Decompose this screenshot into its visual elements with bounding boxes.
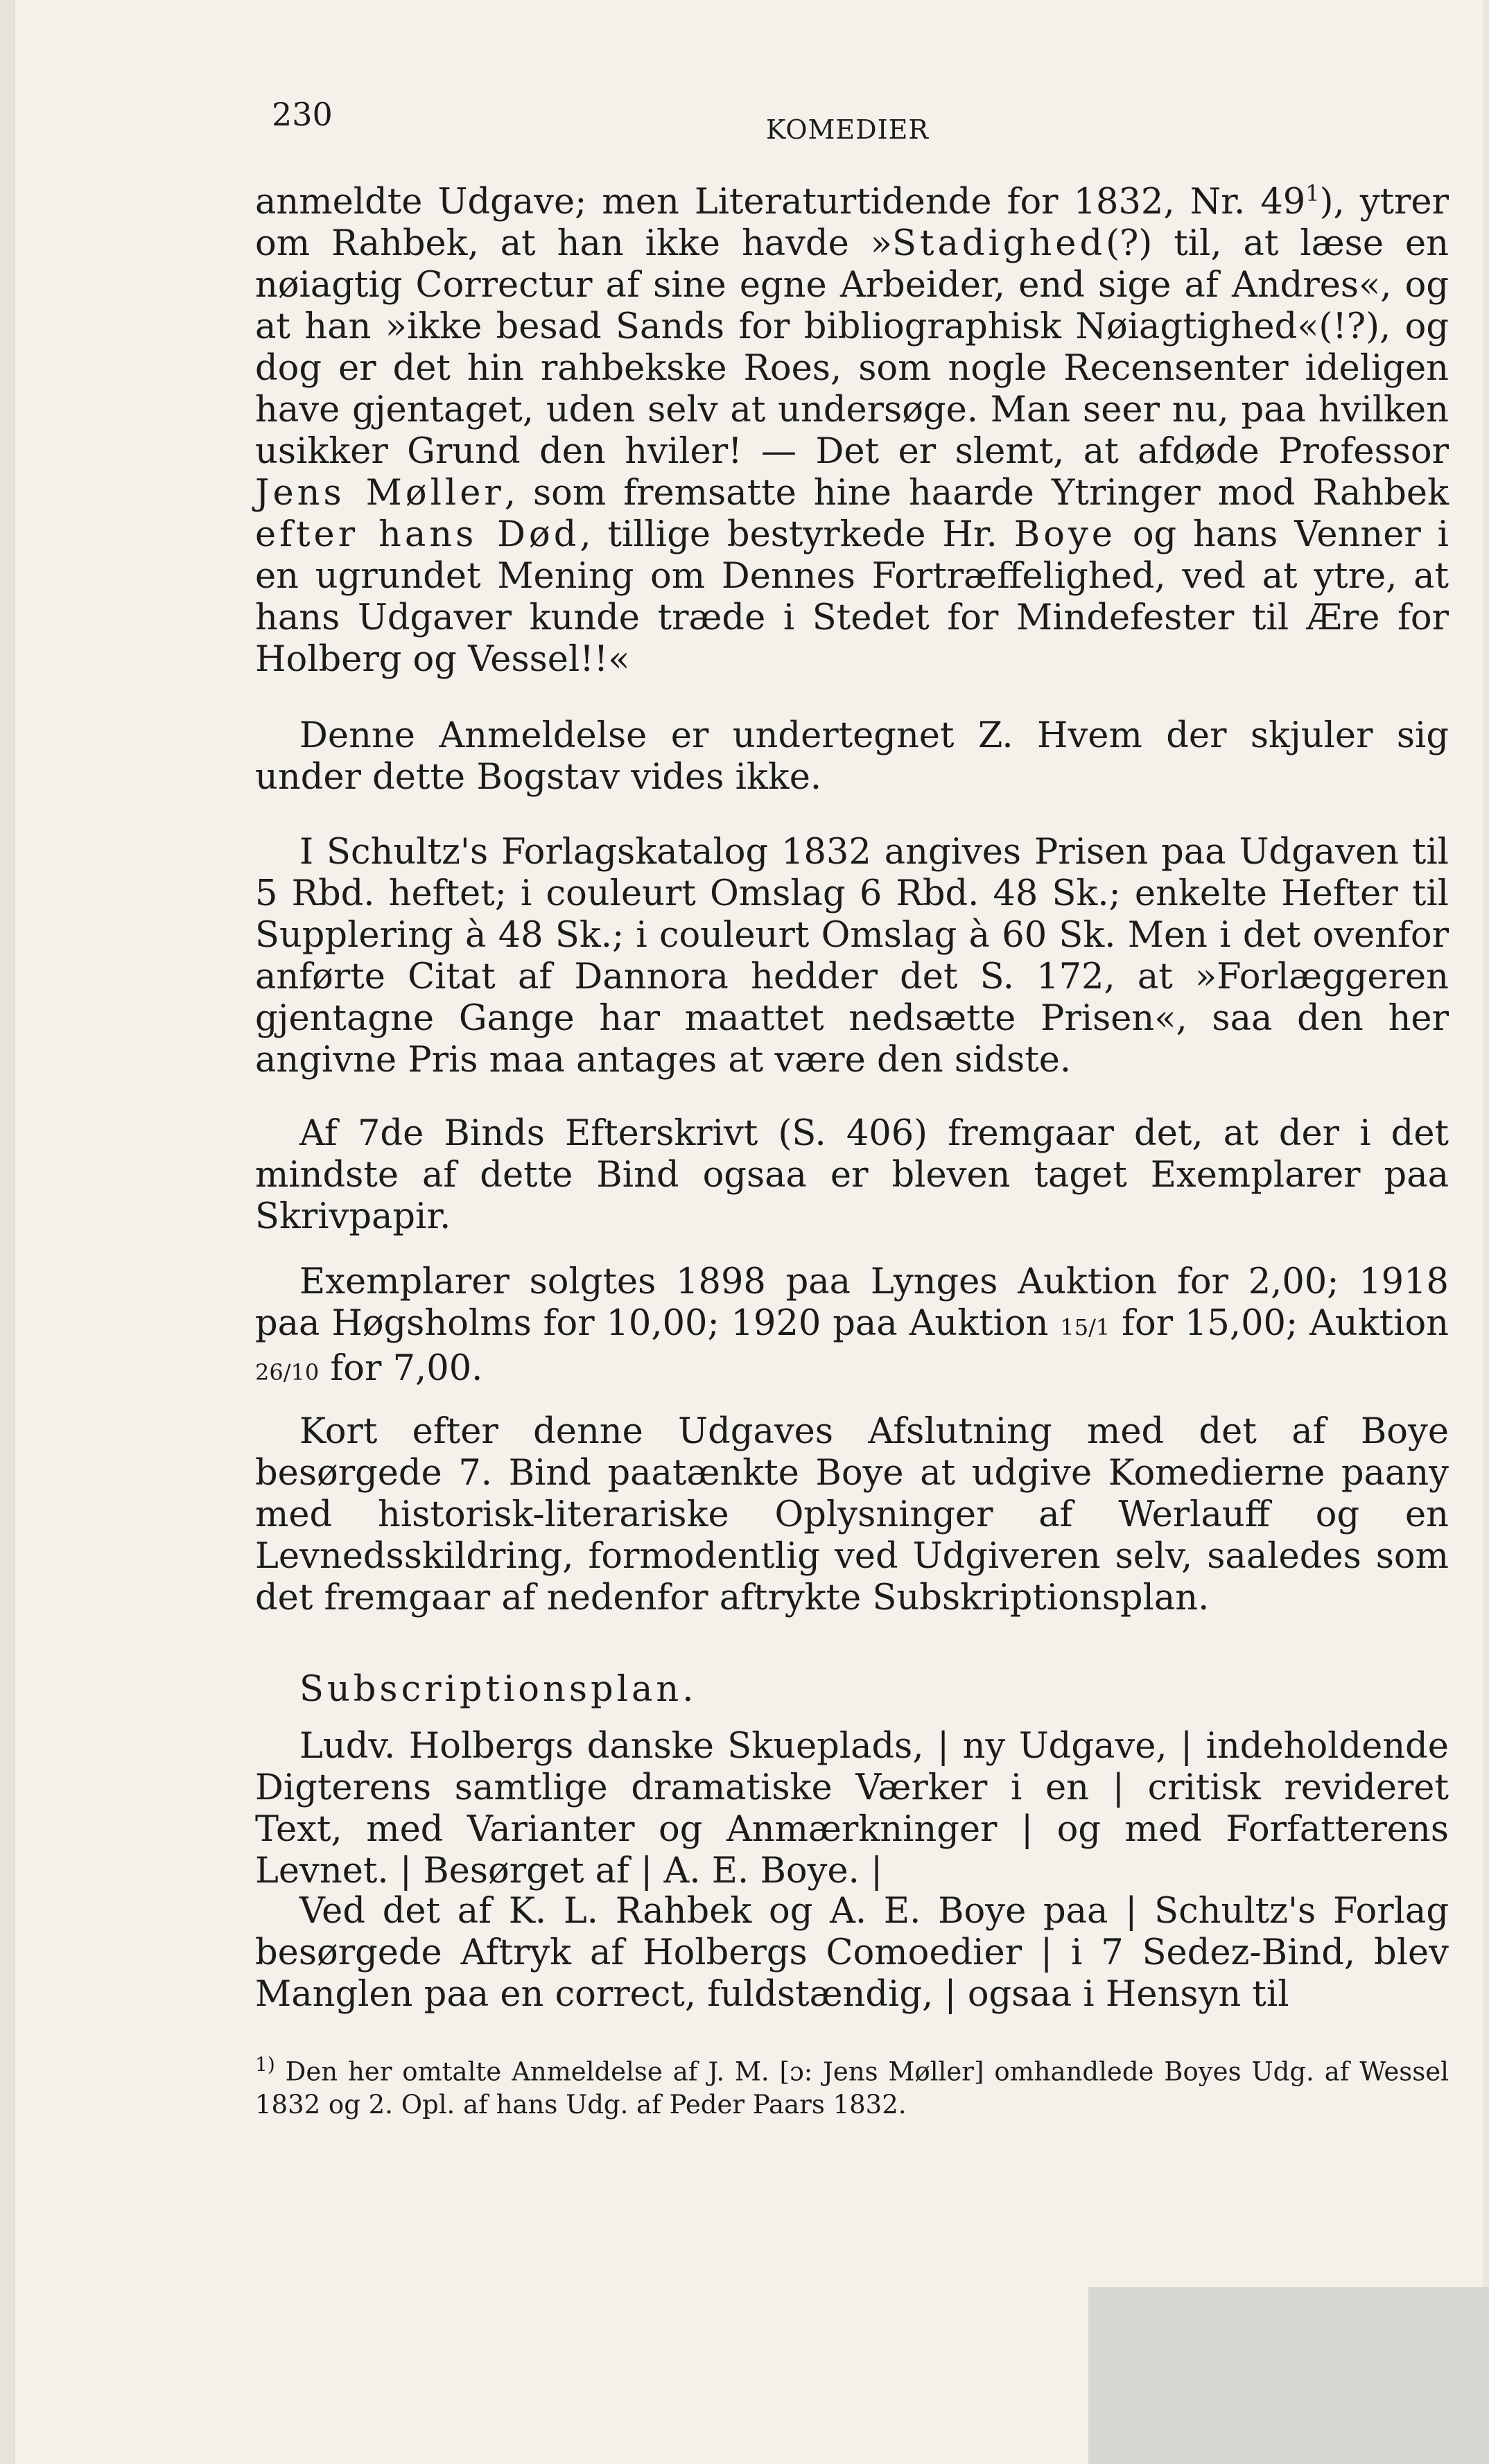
- paragraph-1-text: [255, 182, 1449, 681]
- p1-text-e: , tillige bestyrkede Hr.: [580, 514, 1014, 555]
- p1-text-d: , som fremsatte hine haarde Ytringer mod Rahbek: [504, 473, 1449, 514]
- paragraph-4-text: Af 7de Binds Efterskrivt (S. 406) fremgaar det, at der i det mindste af dette Bind ogsaa er bleven taget Exemplarer paa Skrivpapir.: [255, 1113, 1449, 1237]
- p1-spaced-stadighed: Stadighed: [892, 223, 1106, 264]
- scan-background-strip: [1088, 2287, 1489, 2464]
- p1-text-c: (?) til, at læse en nøiagtig Correctur af sine egne Arbeider, end sige af Andres«, og at han »ikke besad Sands for bibliographisk Nøiagtighed«(!?), og dog er det hin rahbekske Roes, som nogle Recensenter ideligen have gjentaget, uden selv at undersøge. Man seer nu, paa hvilken usikker Grund den hviler! — Det er slemt, at afdøde Professor: [255, 223, 1449, 472]
- p5-text-b: for 15,00; Auktion: [1110, 1303, 1449, 1344]
- paragraph-6-text: Kort efter denne Udgaves Afslutning med det af Boye besørgede 7. Bind paatænkte Boye at udgive Komedierne paany med historisk-literariske Oplysninger af Werlauff og en Levnedsskildring, formodentlig ved Udgiveren selv, saaledes som det fremgaar af nedenfor aftrykte Subskriptionsplan.: [255, 1411, 1449, 1618]
- p5-date-1: 15/1: [1060, 1314, 1111, 1340]
- page-right-edge: [1483, 0, 1489, 2464]
- paragraph-6: [255, 1411, 1449, 1619]
- footnote-mark: 1): [255, 2053, 275, 2076]
- paragraph-7-text: Ludv. Holbergs danske Skueplads, | ny Udgave, | indeholdende Digterens samtlige dramatiske Værker i en | critisk revideret Text, med Varianter og Anmærkninger | og med Forfatterens Levnet. | Besørget af | A. E. Boye. |: [255, 1726, 1449, 1891]
- paragraph-2: [255, 715, 1449, 798]
- footnote-ref: 1: [1305, 180, 1320, 207]
- paragraph-7: [255, 1726, 1449, 1892]
- p1-text-b: ), ytrer om Rahbek, at han ikke havde »: [255, 182, 1449, 264]
- footnote: [255, 2048, 1449, 2122]
- paragraph-5: [255, 1261, 1449, 1393]
- p1-spaced-boye: Boye: [1013, 514, 1116, 555]
- subscription-heading: Subscriptionsplan.: [299, 1669, 697, 1710]
- p1-text-a: anmeldte Udgave; men Literaturtidende for 1832, Nr. 49: [255, 182, 1306, 222]
- page-left-edge: [0, 0, 15, 2464]
- p1-spaced-jens-moller: Jens Møller: [255, 473, 505, 514]
- subscription-heading-block: [255, 1669, 1449, 1711]
- p1-text-f: og hans Venner i en ugrundet Mening om Dennes Fortræffelighed, ved at ytre, at hans Udgaver kunde træde i Stedet for Mindefester til Ære for Holberg og Vessel!!«: [255, 514, 1449, 680]
- paragraph-2-text: Denne Anmeldelse er undertegnet Z. Hvem der skjuler sig under dette Bogstav vides ikke.: [255, 715, 1449, 798]
- p5-text-a: Exemplarer solgtes 1898 paa Lynges Auktion for 2,00; 1918 paa Høgsholms for 10,00; 1920 paa Auktion: [255, 1261, 1449, 1344]
- p5-date-2: 26/10: [255, 1359, 320, 1386]
- running-head: KOMEDIER: [766, 114, 929, 145]
- page-number: 230: [272, 96, 333, 133]
- paragraph-8-text: Ved det af K. L. Rahbek og A. E. Boye paa | Schultz's Forlag besørgede Aftryk af Holbergs Comoedier | i 7 Sedez-Bind, blev Manglen paa en correct, fuldstændig, | ogsaa i Hensyn til: [255, 1891, 1449, 2015]
- paragraph-4: [255, 1113, 1449, 1238]
- p1-spaced-efter-hans-dod: efter hans Død: [255, 514, 580, 555]
- paragraph-3: [255, 832, 1449, 1081]
- footnote-text: Den her omtalte Anmeldelse af J. M. [ɔ: Jens Møller] omhandlede Boyes Udg. af Wessel 1832 og 2. Opl. af hans Udg. af Peder Paars 1832.: [255, 2056, 1449, 2120]
- paragraph-1: [255, 182, 1449, 681]
- paragraph-5-text: [255, 1261, 1449, 1393]
- p5-text-c: for 7,00.: [319, 1348, 483, 1389]
- paragraph-3-text: I Schultz's Forlagskatalog 1832 angives Prisen paa Udgaven til 5 Rbd. heftet; i couleurt Omslag 6 Rbd. 48 Sk.; enkelte Hefter til Supplering à 48 Sk.; i couleurt Omslag à 60 Sk. Men i det ovenfor anførte Citat af Dannora hedder det S. 172, at »Forlæggeren gjentagne Gange har maattet nedsætte Prisen«, saa den her angivne Pris maa antages at være den sidste.: [255, 832, 1449, 1081]
- paragraph-8: [255, 1891, 1449, 2016]
